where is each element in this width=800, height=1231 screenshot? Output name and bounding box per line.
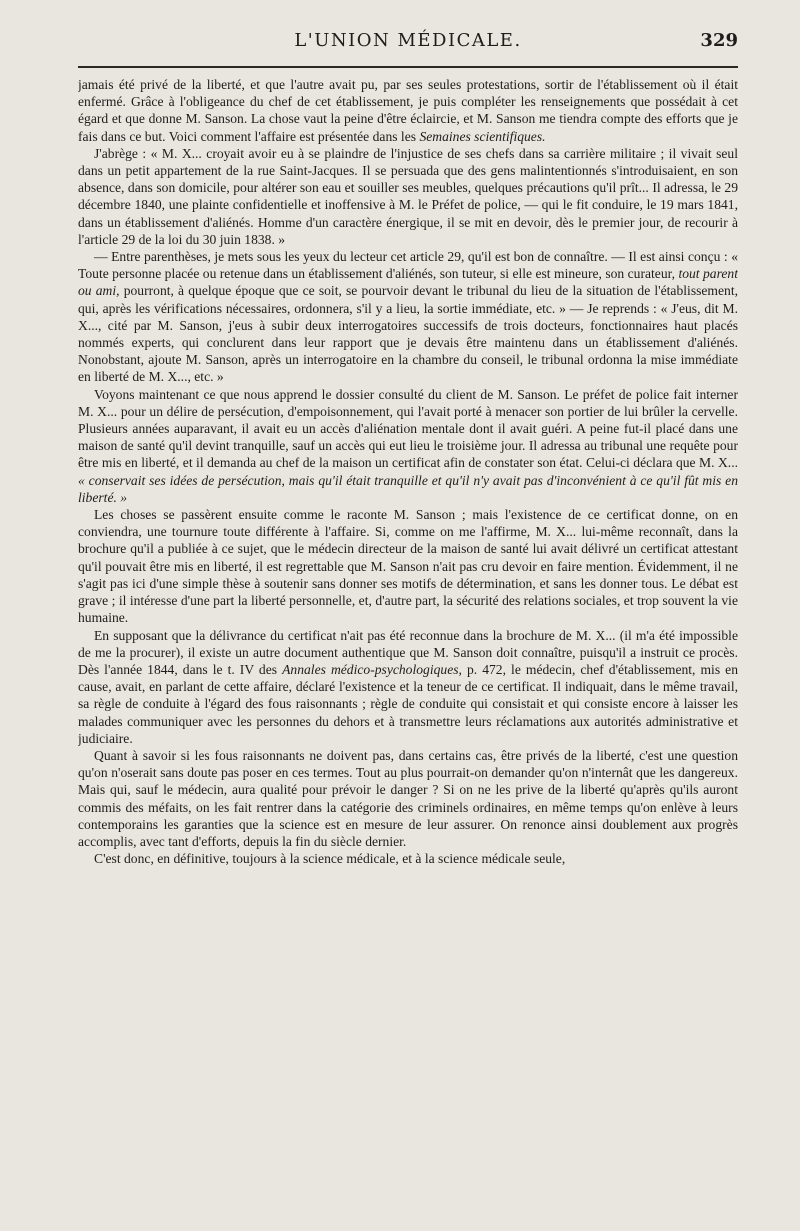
paragraph	[78, 506, 738, 626]
text-run: Voyons maintenant ce que nous apprend le dossier consulté du client de M. Sanson. Le préfet de police fait interner M. X... pour un délire de persécution, d'empoisonnement, qui l'avait porté à menacer son portier de lui brûler la cervelle. Plusieurs années auparavant, il avait eu un accès d'aliénation mentale dont il avait guéri. A peine fut-il placé dans une maison de santé qu'il devint tranquille, sauf un accès qui eut lieu le troisième jour. Il adressa au tribunal une requête pour être mis en liberté, et il demanda au chef de la maison un certificat afin de constater son état. Celui-ci déclara que M. X...	[78, 386, 738, 471]
text-run: Les choses se passèrent ensuite comme le raconte M. Sanson ; mais l'existence de ce certificat donne, on en conviendra, une tournure toute différente à l'affaire. Si, comme on me l'affirme, M. X... lui-même reconnaît, dans la brochure qu'il a publiée à ce sujet, que le médecin directeur de la maison de santé lui avait délivré un certificat attestant qu'il pouvait être mis en liberté, il est regrettable que M. Sanson n'ait pas cru devoir en faire mention. Évidemment, il ne s'agit pas ici d'une simple thèse à soutenir sans donner ses motifs de détermination, et sans les donner tous. Le débat est grave ; il intéresse d'une part la liberté personnelle, et, d'autre part, la sécurité des relations sociales, et trop souvent la vie humaine.	[78, 507, 738, 626]
paragraph	[78, 627, 738, 747]
paragraph	[78, 145, 738, 248]
text-run: p. 472, le médecin, chef d'établissement, mis en cause, avait, en parlant de cette affaire, déclaré l'existence et la teneur de ce certificat. Il indiquait, dans le même travail, sa règle de conduite à l'égard des fous raisonnants ; règle de conduite qui consistait et qui consiste encore à laisser les malades communiquer avec les personnes du dehors et à transmettre leurs réclamations aux autorités administrative et judiciaire.	[78, 661, 738, 746]
page-number: 329	[700, 30, 738, 51]
text-run: — Entre parenthèses, je mets sous les yeux du lecteur cet article 29, qu'il est bon de connaître. — Il est ainsi conçu : « Toute personne placée ou retenue dans un établissement d'aliénés, son tuteur, si elle est mineure, son curateur,	[78, 249, 738, 282]
paragraph	[78, 248, 738, 386]
running-title: L'UNION MÉDICALE.	[294, 30, 522, 51]
paragraph	[78, 386, 738, 506]
italic-text-run: tout parent ou ami,	[78, 266, 738, 299]
text-run: En supposant que la délivrance du certificat n'ait pas été reconnue dans la brochure de M. X... (il m'a été impossible de me la procurer), il existe un autre document authentique que M. Sanson doit connaître, puisqu'il a instruit ce procès. Dès l'année 1844, dans le t. IV des	[78, 627, 738, 677]
text-run: J'abrège : « M. X... croyait avoir eu à se plaindre de l'injustice de ses chefs dans sa carrière militaire ; il vivait seul dans un petit appartement de la rue Saint-Jacques. Il se persuada que des gens malintentionnés s'introduisaient, en son absence, dans son domicile, pour altérer son eau et souiller ses meubles, quelques précautions qu'il prît... Il adressa, le 29 décembre 1840, une plainte confidentielle et inoffensive à M. le Préfet de police, — qui le fit conduire, le 19 mars 1841, dans un établissement d'aliénés. Homme d'un caractère énergique, il se mit en devoir, dès le premier jour, de recourir à l'article 29 de la loi du 30 juin 1838. »	[78, 145, 738, 247]
page-header	[78, 30, 738, 64]
text-run: Quant à savoir si les fous raisonnants ne doivent pas, dans certains cas, être privés de la liberté, c'est une question qu'on n'oserait sans doute pas poser en ces termes. Tout au plus pourrait-on demander qu'on n'internât que les dangereux. Mais qui, sauf le médecin, aura qualité pour prévoir le danger ? Si on ne les prive de la liberté qu'après qu'ils auront commis des méfaits, on les fait rentrer dans la catégorie des criminels ordinaires, en même temps qu'on enlève à leurs contemporains les garanties que la science est en mesure de leur assurer. On renonce ainsi doublement aux progrès accomplis, avec tant d'efforts, depuis la fin du siècle dernier.	[78, 747, 738, 849]
text-run: jamais été privé de la liberté, et que l'autre avait pu, par ses seules protestations, sortir de l'établissement où il était enfermé. Grâce à l'obligeance du chef de cet établissement, je puis compléter les renseignements que possédait à cet égard et que donne M. Sanson. La chose vaut la peine d'être éclaircie, et M. Sanson me tiendra compte des efforts que je fais dans ce but. Voici comment l'affaire est présentée dans les	[78, 77, 738, 144]
paragraph	[78, 747, 738, 850]
text-run: pourront, à quelque époque que ce soit, se pourvoir devant le tribunal du lieu de la situation de l'établissement, qui, après les vérifications nécessaires, ordonnera, s'il y a lieu, la sortie immédiate, etc. » — Je reprends : « J'eus, dit M. X..., cité par M. Sanson, j'eus à subir deux interrogatoires successifs de trois docteurs, fonctionnaires haut placés nommés experts, qui conclurent dans leur rapport que je devais être maintenu dans un établissement d'aliénés. Nonobstant, ajoute M. Sanson, après un interrogatoire en la chambre du conseil, le tribunal ordonna la mise immédiate en liberté de M. X..., etc. »	[78, 283, 738, 385]
text-run: C'est donc, en définitive, toujours à la science médicale, et à la science médicale seule,	[94, 851, 566, 867]
paragraph	[78, 850, 738, 867]
italic-text-run: Annales médico-psychologiques,	[282, 661, 462, 677]
italic-text-run: « conservait ses idées de persécution, mais qu'il était tranquille et qu'il n'y avait pas d'inconvénient à ce qu'il fût mis en liberté. »	[78, 472, 738, 505]
italic-text-run: Semaines scientifiques.	[419, 128, 546, 144]
header-rule	[78, 66, 738, 68]
body-text	[78, 76, 738, 1226]
paragraph	[78, 76, 738, 145]
